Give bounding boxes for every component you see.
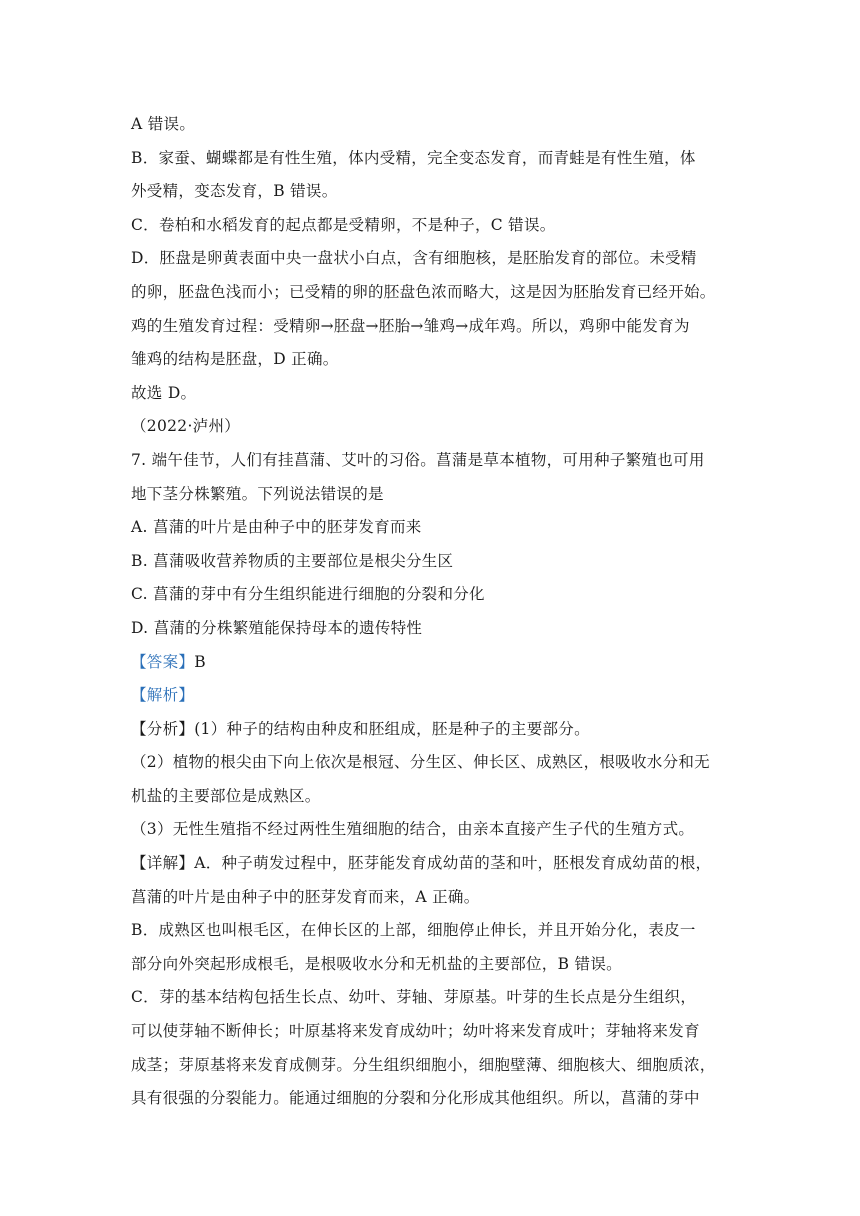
text-line: 的卵，胚盘色浅而小；已受精的卵的胚盘色浓而略大，这是因为胚胎发育已经开始。 [131,282,716,301]
document-page [131,108,731,1116]
text-line: 故选 D。 [131,383,197,402]
answer-tag: 【答案】 [131,652,195,671]
text-line: C．卷柏和水稻发育的起点都是受精卵，不是种子，C 错误。 [131,215,556,234]
text-line: 机盐的主要部位是成熟区。 [131,786,321,805]
answer-value: B [194,652,206,671]
text-line: 可以使芽轴不断伸长；叶原基将来发育成幼叶；幼叶将来发育成叶；芽轴将来发育 [131,1022,700,1041]
text-line: A 错误。 [131,115,196,133]
question-stem: 7. 端午佳节，人们有挂菖蒲、艾叶的习俗。菖蒲是草本植物，可用种子繁殖也可用 [131,450,705,469]
option-b: B. 菖蒲吸收营养物质的主要部位是根尖分生区 [131,551,454,570]
question-stem: 地下茎分株繁殖。下列说法错误的是 [131,484,384,503]
text-line: 雏鸡的结构是胚盘，D 正确。 [131,350,339,369]
option-c: C. 菖蒲的芽中有分生组织能进行细胞的分裂和分化 [131,585,485,604]
text-line: 成茎；芽原基将来发育成侧芽。分生组织细胞小，细胞壁薄、细胞核大、细胞质浓， [131,1055,716,1074]
text-line: D．胚盘是卵黄表面中央一盘状小白点，含有细胞核，是胚胎发育的部位。未受精 [131,249,697,268]
text-line: B．成熟区也叫根毛区，在伸长区的上部，细胞停止伸长，并且开始分化，表皮一 [131,921,696,940]
answer-line [131,646,731,680]
text-line: 外受精，变态发育，B 错误。 [131,182,338,201]
text-line: 鸡的生殖发育过程：受精卵→胚盘→胚胎→雏鸡→成年鸡。所以，鸡卵中能发育为 [131,316,690,335]
text-line: 部分向外突起形成根毛，是根吸收水分和无机盐的主要部位，B 错误。 [131,954,622,973]
analysis-line [131,679,731,713]
option-a: A. 菖蒲的叶片是由种子中的胚芽发育而来 [131,518,422,537]
analysis-tag: 【解析】 [131,686,195,705]
text-line: C．芽的基本结构包括生长点、幼叶、芽轴、芽原基。叶芽的生长点是分生组织， [131,988,697,1007]
text-line: （2）植物的根尖由下向上依次是根冠、分生区、伸长区、成熟区，根吸收水分和无 [131,753,710,772]
question-source: （2022·泸州） [131,417,241,436]
text-line: 具有很强的分裂能力。能通过细胞的分裂和分化形成其他组织。所以，菖蒲的芽中 [131,1089,700,1108]
text-line: B．家蚕、蝴蝶都是有性生殖，体内受精，完全变态发育，而青蛙是有性生殖，体 [131,148,696,167]
text-line: 【详解】A．种子萌发过程中，胚芽能发育成幼苗的茎和叶，胚根发育成幼苗的根， [131,854,712,873]
text-line: （3）无性生殖指不经过两性生殖细胞的结合，由亲本直接产生子代的生殖方式。 [131,820,695,839]
option-d: D. 菖蒲的分株繁殖能保持母本的遗传特性 [131,618,423,637]
text-line: 【分析】(1）种子的结构由种皮和胚组成，胚是种子的主要部分。 [131,719,590,738]
text-line: 菖蒲的叶片是由种子中的胚芽发育而来，A 正确。 [131,887,480,906]
